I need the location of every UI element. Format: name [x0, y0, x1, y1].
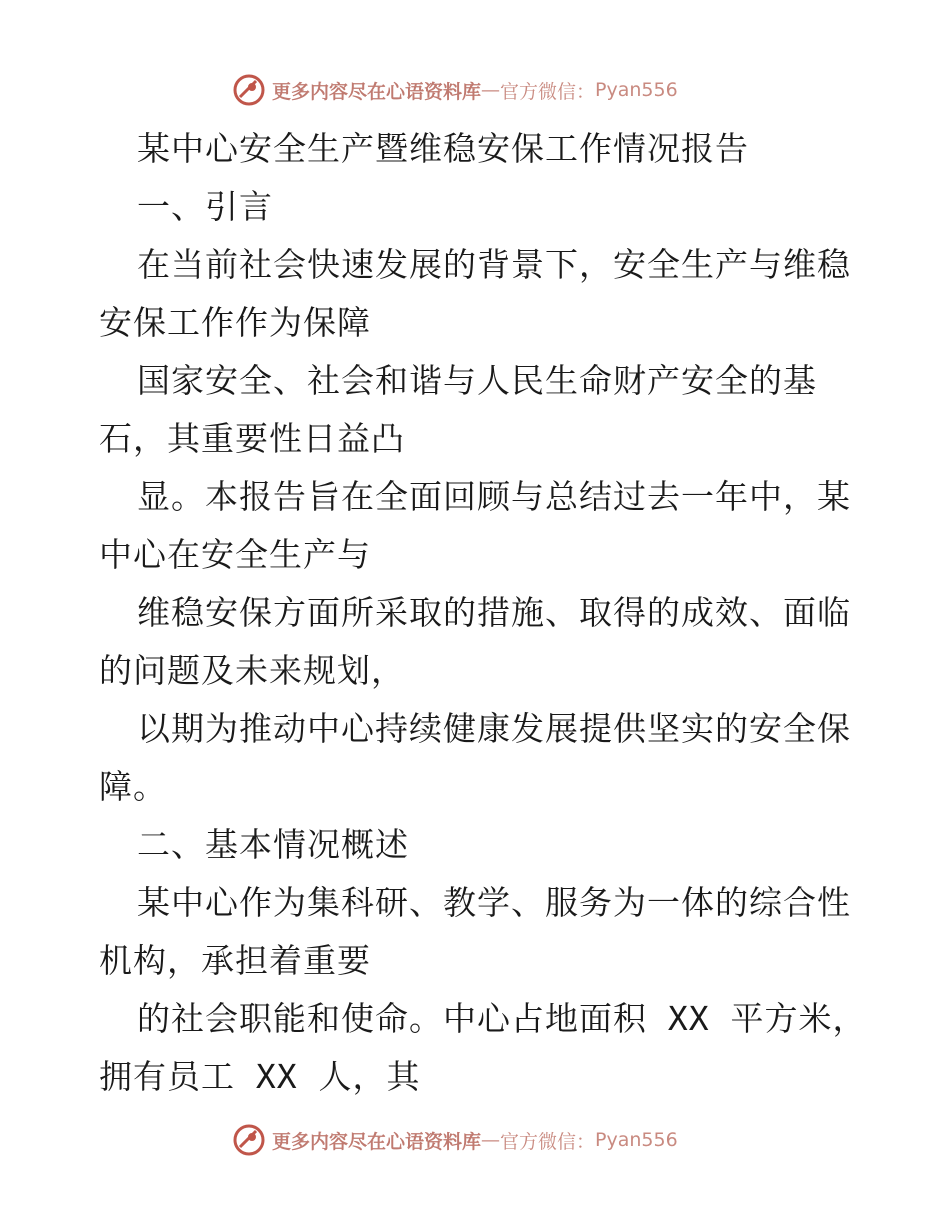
paragraph-line: 中心在安全生产与 — [99, 535, 371, 574]
section-heading-intro: 一、引言 — [137, 187, 273, 226]
paragraph-line: 拥有员工 XX 人，其 — [99, 1057, 421, 1096]
paragraph-line: 以期为推动中心持续健康发展提供坚实的安全保 — [137, 709, 851, 748]
banner-dash: — — [481, 1129, 501, 1151]
brand-logo-icon — [232, 73, 266, 107]
banner-site-text: 更多内容尽在心语资料库 — [272, 80, 482, 103]
paragraph-line: 的问题及未来规划， — [99, 651, 405, 690]
section-heading-overview: 二、基本情况概述 — [137, 825, 409, 864]
document-title: 某中心安全生产暨维稳安保工作情况报告 — [137, 129, 749, 168]
brand-logo-icon — [232, 1123, 266, 1157]
document-body — [99, 120, 867, 1106]
footer-watermark-banner — [232, 1122, 712, 1158]
paragraph-line: 某中心作为集科研、教学、服务为一体的综合性 — [137, 883, 851, 922]
paragraph-line: 显。本报告旨在全面回顾与总结过去一年中，某 — [137, 477, 851, 516]
paragraph-line: 机构，承担着重要 — [99, 941, 371, 980]
paragraph-line: 国家安全、社会和谐与人民生命财产安全的基 — [137, 361, 817, 400]
paragraph-line: 安保工作作为保障 — [99, 303, 371, 342]
banner-wechat-label: 官方微信： — [500, 1130, 596, 1153]
banner-wechat-id: Pyan556 — [595, 1129, 678, 1151]
paragraph-line: 障。 — [99, 767, 167, 806]
header-watermark-banner — [232, 72, 712, 108]
banner-wechat-label: 官方微信： — [500, 80, 596, 103]
banner-dash: — — [481, 79, 501, 101]
banner-site-text: 更多内容尽在心语资料库 — [272, 1130, 482, 1153]
paragraph-line: 维稳安保方面所采取的措施、取得的成效、面临 — [137, 593, 851, 632]
paragraph-line: 的社会职能和使命。中心占地面积 XX 平方米， — [137, 999, 867, 1038]
paragraph-line: 在当前社会快速发展的背景下，安全生产与维稳 — [137, 245, 851, 284]
banner-wechat-id: Pyan556 — [595, 79, 678, 101]
paragraph-line: 石，其重要性日益凸 — [99, 419, 405, 458]
